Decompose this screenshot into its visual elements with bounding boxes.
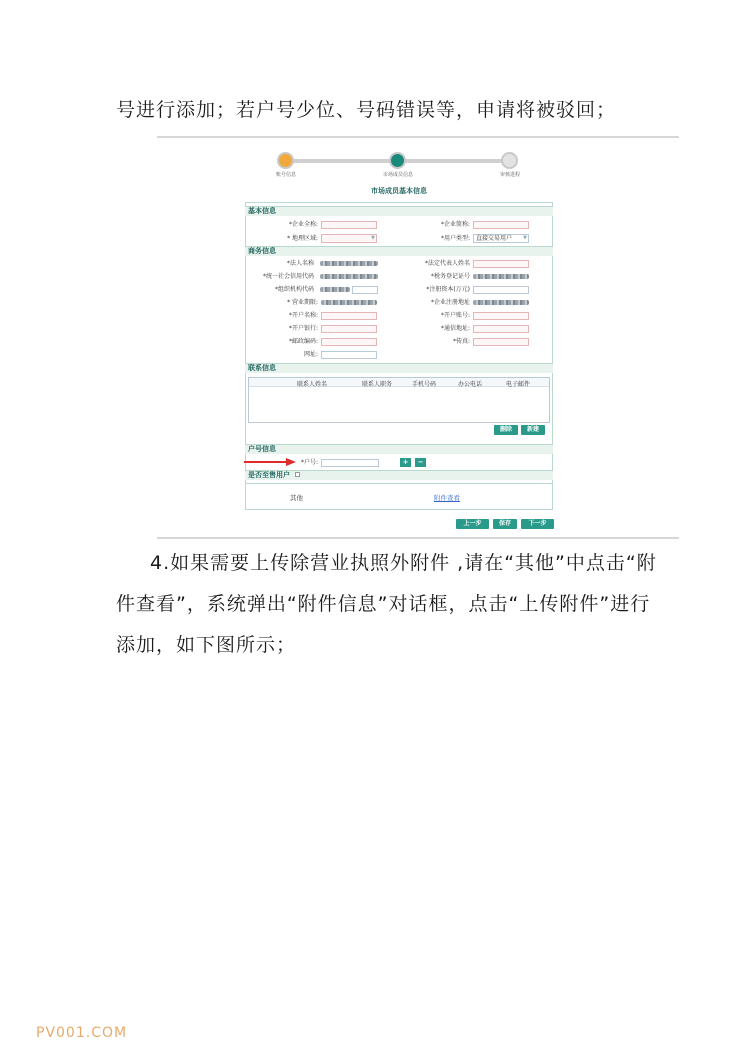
input-account-name[interactable] [321, 312, 377, 320]
redacted-org-code [320, 287, 350, 292]
step-3-dot [501, 152, 518, 169]
label-account-name: *开户名称: [288, 312, 318, 319]
delete-button[interactable]: 删除 [494, 425, 518, 435]
label-account-number: *户号: [300, 459, 318, 466]
label-credit-code: *统一社会信用代码 [262, 273, 314, 280]
input-reg-capital[interactable] [473, 286, 529, 294]
save-button[interactable]: 保存 [493, 519, 517, 529]
input-account-no[interactable] [473, 312, 529, 320]
input-fax[interactable] [473, 338, 529, 346]
step-1-dot [277, 152, 294, 169]
label-mail-address: *通信地址: [440, 325, 470, 332]
input-website[interactable] [321, 351, 377, 359]
col-mobile: 手机号码 [411, 381, 436, 388]
label-user-type: *用户类型: [440, 235, 470, 242]
contact-table-header [249, 378, 549, 387]
paragraph-line-2: 4.如果需要上传除营业执照外附件 ,请在“其他”中点击“附 [150, 552, 657, 574]
divider-bottom [157, 537, 679, 539]
section-account-info: 户号信息 [245, 444, 553, 454]
col-contact-title: 联系人职务 [361, 381, 392, 388]
redacted-legal-name [320, 261, 378, 266]
label-reg-address: *企业注册地址 [430, 299, 470, 306]
redacted-reg-address [473, 300, 529, 305]
other-label: 其他 [290, 494, 303, 502]
select-user-type-value: 直接交易用户 [476, 235, 513, 242]
label-bank: *开户银行: [288, 325, 318, 332]
label-website: 网址: [303, 351, 318, 358]
label-region: * 地理区域: [287, 235, 318, 242]
redacted-tax-reg [473, 274, 529, 279]
step-3-label: 审核进程 [499, 172, 520, 178]
prev-step-button[interactable]: 上一步 [456, 519, 489, 529]
input-org-code-extra[interactable] [352, 286, 378, 294]
step-1-label: 账号信息 [275, 172, 296, 178]
step-2-dot [389, 152, 406, 169]
label-zip: *邮政编码: [288, 338, 318, 345]
label-org-code: *组织机构代码 [274, 286, 314, 293]
paragraph-line-1: 号进行添加；若户号少位、号码错误等，申请将被驳回； [116, 99, 617, 121]
label-company-full-name: *企业全称: [288, 221, 318, 228]
input-company-short-name[interactable] [473, 221, 529, 229]
col-contact-name: 联系人姓名 [296, 381, 327, 388]
add-account-button[interactable]: + [400, 458, 411, 467]
label-fax: *传真: [452, 338, 470, 345]
label-legal-name: *法人名称 [286, 260, 314, 267]
step-2-label: 市场成员信息 [382, 172, 413, 178]
select-region[interactable] [321, 234, 377, 243]
label-biz-term: * 营业期限: [287, 299, 318, 306]
col-email: 电子邮件 [505, 381, 530, 388]
attachment-view-link[interactable]: 附件查看 [434, 494, 460, 502]
paragraph-line-3: 件查看”，系统弹出“附件信息”对话框，点击“上传附件”进行 [116, 593, 651, 615]
section-contact-info: 联系信息 [245, 363, 553, 373]
section-basic-info: 基本信息 [245, 206, 553, 216]
input-zip[interactable] [321, 338, 377, 346]
chevron-down-icon: ▼ [371, 235, 375, 241]
new-button[interactable]: 新建 [521, 425, 545, 435]
section-business-info: 商务信息 [245, 246, 553, 256]
input-bank[interactable] [321, 325, 377, 333]
presale-label: 是否至售用户 [248, 471, 290, 479]
divider-top [157, 136, 679, 138]
chevron-down-icon: ▼ [523, 235, 527, 241]
redacted-biz-term [321, 300, 377, 305]
label-tax-reg: *税务登记证号 [430, 273, 470, 280]
paragraph-line-4: 添加，如下图所示； [116, 634, 297, 656]
label-reg-capital: *注册资本(万元) [426, 286, 470, 293]
watermark: PV001.COM [36, 1025, 128, 1041]
input-account-number[interactable] [321, 459, 379, 467]
embedded-form-screenshot [240, 143, 558, 533]
input-legal-rep[interactable] [473, 260, 529, 268]
input-mail-address[interactable] [473, 325, 529, 333]
form-title: 市场成员基本信息 [371, 187, 427, 195]
presale-checkbox[interactable] [295, 472, 300, 477]
next-step-button[interactable]: 下一步 [521, 519, 554, 529]
section-presale-user [245, 470, 553, 480]
remove-account-button[interactable]: − [415, 458, 426, 467]
label-legal-rep: *法定代表人姓名 [424, 260, 470, 267]
label-company-short-name: *企业简称: [440, 221, 470, 228]
col-office-phone: 办公电话 [457, 381, 482, 388]
label-account-no: *开户账号: [440, 312, 470, 319]
select-user-type[interactable] [473, 234, 529, 243]
contact-table [248, 377, 550, 423]
redacted-credit-code [320, 274, 378, 279]
input-company-full-name[interactable] [321, 221, 377, 229]
